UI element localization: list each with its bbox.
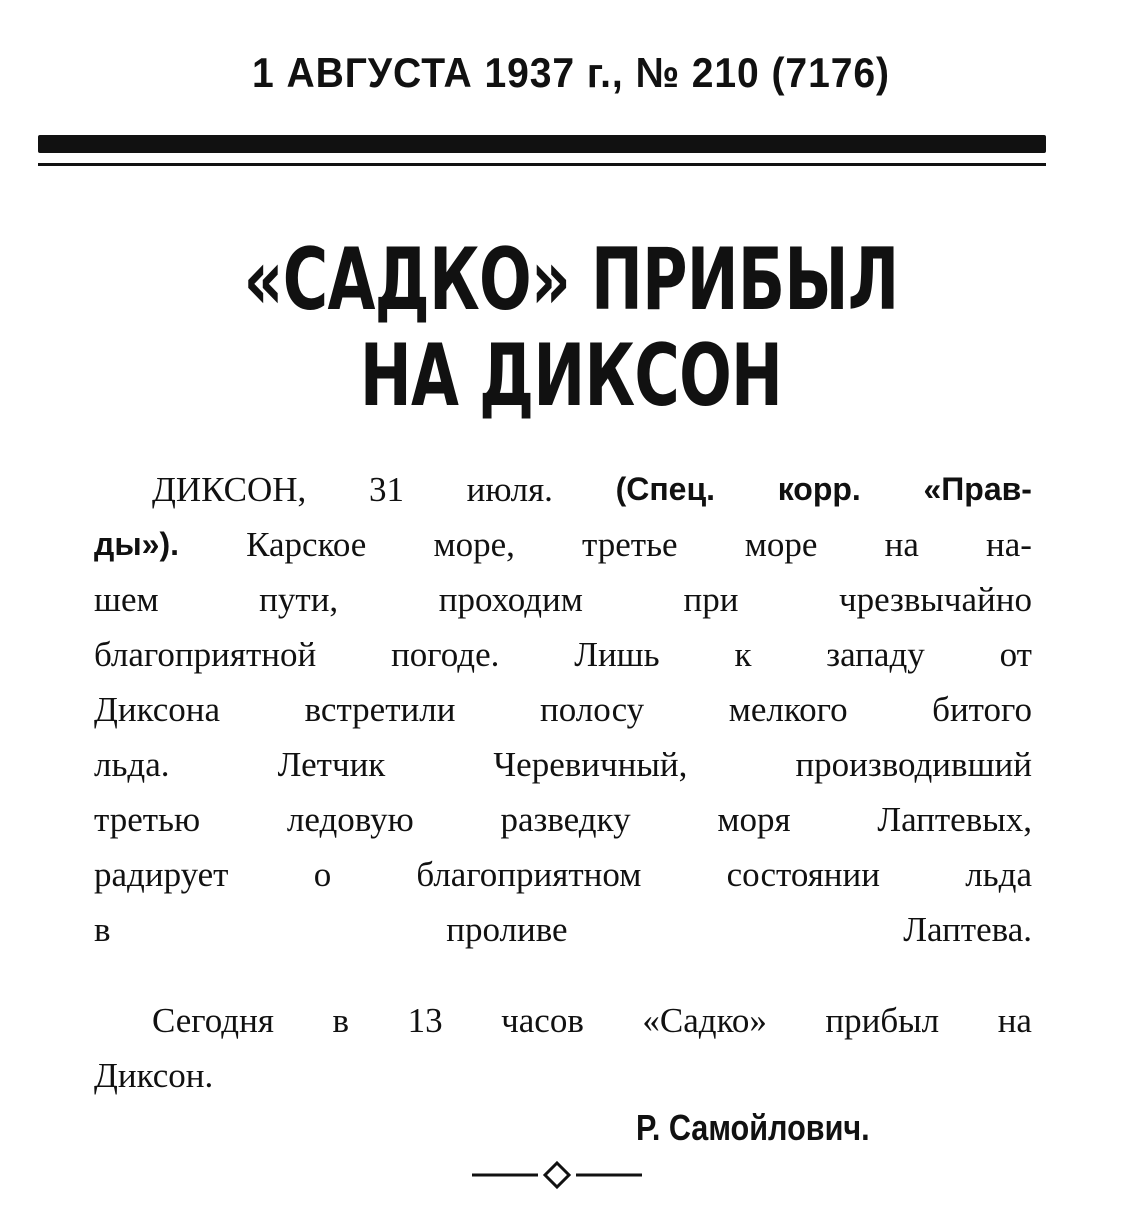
word: радирует [94,855,229,894]
word: прибыл [825,1001,940,1040]
word: (Спец. [615,471,716,507]
word: производивший [795,745,1032,784]
word: полосу [539,690,645,729]
word: проходим [438,580,583,619]
body-line [94,993,1032,1048]
word: Лаптевых, [877,800,1032,839]
issue-dateline: 1 АВГУСТА 1937 г., № 210 (7176) [252,49,890,96]
word: «Прав- [923,471,1032,507]
word: льда [965,855,1032,894]
word: мелкого [728,690,848,729]
word: часов [501,1001,584,1040]
headline-line-1: «САДКО» ПРИБЫЛ [243,230,899,330]
word: ледовую [286,800,414,839]
word: состоянии [726,855,880,894]
body-line [94,847,1032,902]
body-line [94,682,1032,737]
word: моря [717,800,791,839]
word: о [313,855,332,894]
end-ornament-icon [472,1160,642,1190]
word: на [997,1001,1032,1040]
word: пути, [259,580,339,619]
word: 13 [407,1001,443,1040]
body-line-last: в проливе Лаптева. [94,910,1032,949]
word: «Садко» [642,1001,767,1040]
word: ды»). [94,526,179,562]
author-signature: Р. Самойлович. [636,1107,870,1148]
word: льда. [94,745,170,784]
word: в [332,1001,350,1040]
article-headline [160,232,982,424]
word: корр. [777,471,861,507]
word: Черевичный, [493,745,688,784]
word: Диксона [94,690,221,729]
word: на [884,525,919,564]
word: чрезвычайно [838,580,1032,619]
article-paragraph-2 [94,993,1032,1103]
word: благоприятной [94,635,317,674]
word: Сегодня [152,1001,274,1040]
word: шем [94,580,159,619]
word: третью [94,800,201,839]
body-line [94,462,1032,517]
body-line [94,572,1032,627]
word: благоприятном [416,855,642,894]
word: при [683,580,739,619]
word: Лишь [574,635,660,674]
body-line [94,792,1032,847]
word: погоде. [391,635,500,674]
header-rule-thin [38,163,1046,166]
word: битого [932,690,1032,729]
word: июля. [466,470,553,509]
word: на- [986,525,1032,564]
body-line [94,627,1032,682]
word: встретили [304,690,456,729]
word: разведку [500,800,631,839]
header-rule-thick [38,135,1046,153]
article-paragraph-1 [94,462,1032,957]
body-line [94,517,1032,572]
word: западу [826,635,925,674]
word: к [734,635,752,674]
word: ДИКСОН, [152,470,307,509]
headline-line-2: НА ДИКСОН [359,326,783,426]
body-line [94,737,1032,792]
word: от [999,635,1032,674]
word: Карское [246,525,367,564]
word: 31 [368,470,404,509]
body-line-last: Диксон. [94,1056,214,1095]
word: Летчик [277,745,386,784]
word: море, [433,525,515,564]
word: море [744,525,818,564]
word: третье [582,525,678,564]
